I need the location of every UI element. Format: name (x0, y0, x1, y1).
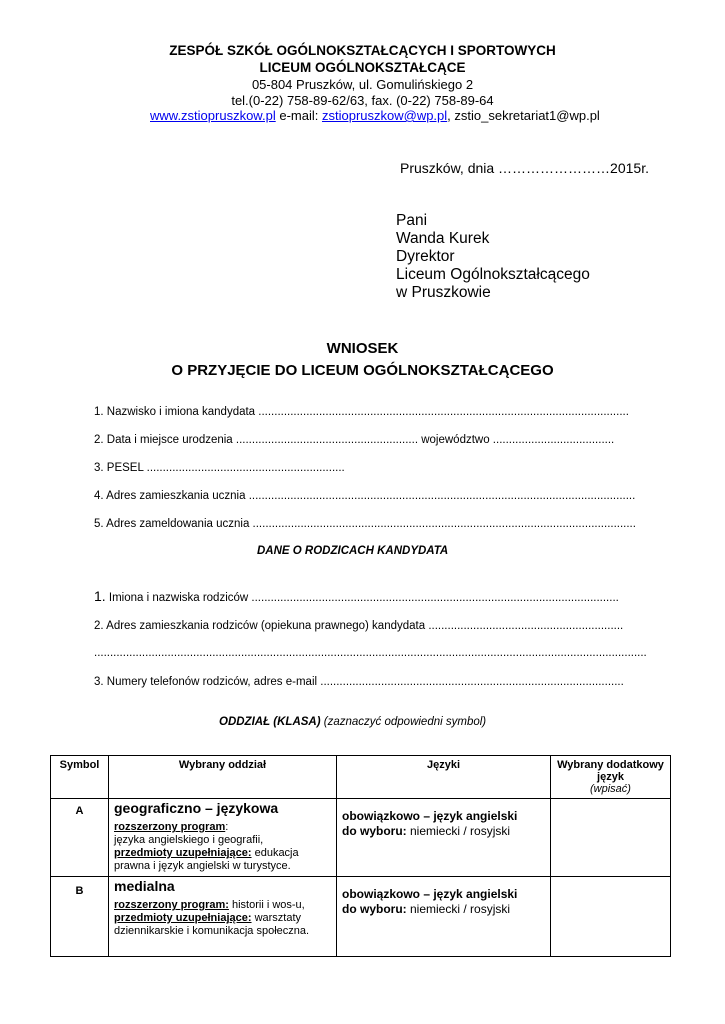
field-birth-date-place[interactable]: 2. Data i miejsce urodzenia ......................................................... województwo ...................................... (94, 434, 615, 446)
header-extra-hint: (wpisać) (590, 783, 631, 795)
addressee-line: Pani (396, 212, 428, 229)
school-name: ZESPÓŁ SZKÓŁ OGÓLNOKSZTAŁCĄCYCH I SPORTOWYCH (169, 43, 556, 58)
field-residence-address[interactable]: 4. Adres zamieszkania ucznia ......................................................................................................................... (94, 490, 636, 502)
contact-line (150, 108, 600, 123)
field-parents-contacts[interactable]: 3. Numery telefonów rodziców, adres e-mail ............................................................................................... (94, 676, 624, 688)
addressee-line: Liceum Ogólnokształcącego (396, 266, 590, 283)
parents-names-label: Imiona i nazwiska rodziców ................................................................................................................... (105, 592, 619, 604)
class-section-hint: (zaznaczyć odpowiedni symbol) (320, 716, 487, 728)
supplementary-label: przedmioty uzupełniające: (114, 912, 252, 924)
school-address: 05-804 Pruszków, ul. Gomulińskiego 2 (251, 77, 474, 92)
field-parents-address-cont[interactable]: ............................................................................................................................................................................. (94, 647, 647, 659)
addressee (396, 212, 590, 302)
place-date: Pruszków, dnia ……………………2015r. (400, 160, 649, 176)
row-languages (337, 877, 551, 957)
document-subtitle: O PRZYJĘCIE DO LICEUM OGÓLNOKSZTAŁCĄCEGO (171, 362, 554, 379)
extra-language-input[interactable] (551, 877, 671, 957)
header-class: Wybrany oddział (109, 756, 337, 799)
email-secondary: , zstio_sekretariat1@wp.pl (447, 108, 600, 123)
extended-text: języka angielskiego i geografii, (114, 834, 264, 846)
field-parents-address[interactable]: 2. Adres zamieszkania rodziców (opiekuna prawnego) kandydata ............................................................. (94, 620, 624, 632)
email-label: e-mail: (279, 108, 319, 123)
extended-label: rozszerzony program (114, 821, 226, 833)
header-extra-language (551, 756, 671, 799)
school-phone: tel.(0-22) 758-89-62/63, fax. (0-22) 758-89-64 (231, 93, 494, 108)
row-class (109, 877, 337, 957)
addressee-line: Dyrektor (396, 248, 455, 265)
choice-languages: niemiecki / rosyjski (406, 902, 511, 916)
class-section-label: ODDZIAŁ (KLASA) (219, 716, 321, 728)
header-symbol: Symbol (51, 756, 109, 799)
school-subtitle: LICEUM OGÓLNOKSZTAŁCĄCE (259, 60, 466, 75)
addressee-line: w Pruszkowie (396, 284, 491, 301)
class-table (50, 755, 671, 957)
row-symbol[interactable]: B (51, 877, 109, 957)
extra-language-input[interactable] (551, 799, 671, 877)
field-parents-names[interactable] (94, 588, 619, 604)
supplementary-label: przedmioty uzupełniające: (114, 847, 252, 859)
parents-number: 1. (94, 588, 106, 604)
choice-label: do wyboru: (342, 902, 407, 916)
document-title: WNIOSEK (326, 340, 399, 357)
table-row (51, 799, 671, 877)
header-languages: Języki (337, 756, 551, 799)
mandatory-language: obowiązkowo – język angielski (342, 809, 518, 823)
mandatory-language: obowiązkowo – język angielski (342, 887, 518, 901)
table-header-row (51, 756, 671, 799)
field-registered-address[interactable]: 5. Adres zameldowania ucznia ........................................................................................................................ (94, 518, 636, 530)
field-pesel[interactable]: 3. PESEL .............................................................. (94, 462, 345, 474)
class-section-title (219, 716, 486, 728)
class-name: medialna (114, 878, 175, 894)
supplementary-text: warsztaty dziennikarskie i komunikacja społeczna. (114, 912, 310, 937)
choice-label: do wyboru: (342, 824, 407, 838)
extended-label: rozszerzony program: (114, 899, 229, 911)
choice-languages: niemiecki / rosyjski (406, 824, 511, 838)
email-link[interactable]: zstiopruszkow@wp.pl (321, 108, 448, 123)
extended-colon: : (225, 821, 229, 833)
field-candidate-name[interactable]: 1. Nazwisko i imiona kandydata .................................................................................................................... (94, 406, 629, 418)
website-link[interactable]: www.zstiopruszkow.pl (150, 108, 276, 123)
supplementary-text: edukacja prawna i język angielski w turystyce. (114, 847, 299, 872)
class-name: geograficzno – językowa (114, 800, 279, 816)
table-row (51, 877, 671, 957)
row-class (109, 799, 337, 877)
header-extra-label: Wybrany dodatkowy język (557, 759, 664, 783)
addressee-line: Wanda Kurek (396, 230, 490, 247)
extended-text: historii i wos-u, (228, 899, 305, 911)
parents-section-title: DANE O RODZICACH KANDYDATA (257, 545, 449, 557)
row-languages (337, 799, 551, 877)
row-symbol[interactable]: A (51, 799, 109, 877)
